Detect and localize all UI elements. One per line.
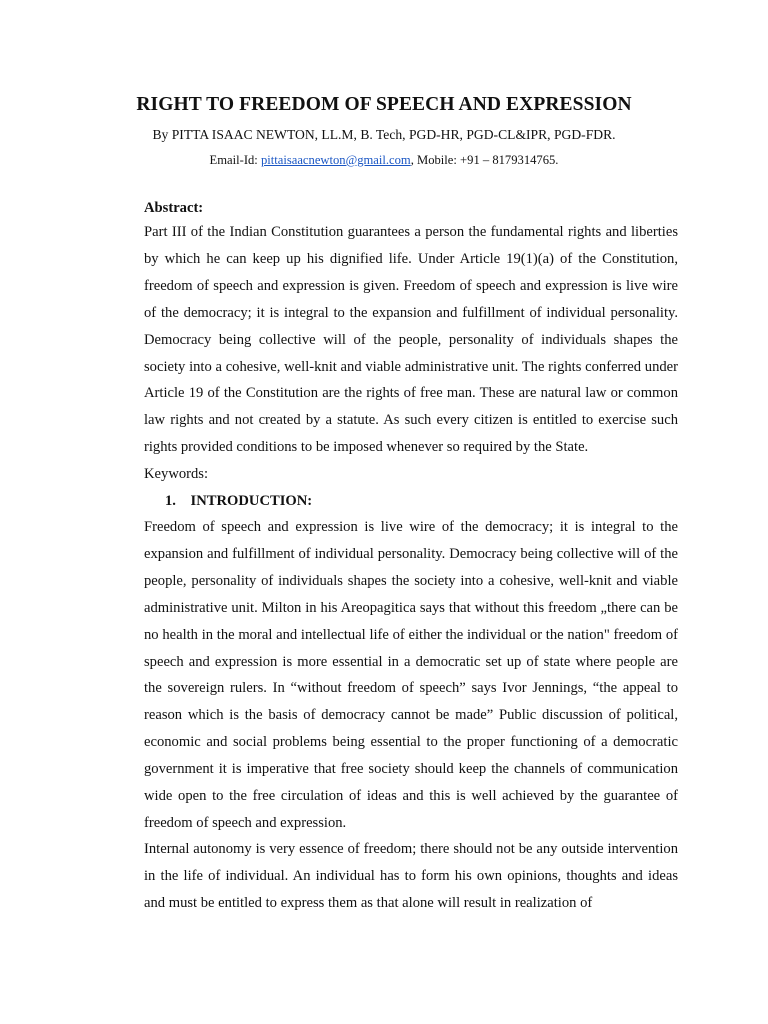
document-title: RIGHT TO FREEDOM OF SPEECH AND EXPRESSION xyxy=(136,94,632,115)
autonomy-paragraph: Internal autonomy is very essence of freedom; there should not be any outside intervention in the life of individual. An individual has to form his own opinions, thoughts and ideas and must be entitled to express them as that alone will result in realization of xyxy=(144,841,678,911)
introduction-heading: 1. INTRODUCTION: xyxy=(165,493,313,509)
author-byline: By PITTA ISAAC NEWTON, LL.M, B. Tech, PGD-HR, PGD-CL&IPR, PGD-FDR. xyxy=(152,127,616,142)
email-label: Email-Id: xyxy=(209,153,261,167)
email-link[interactable]: pittaisaacnewton@gmail.com xyxy=(260,153,411,167)
abstract-heading: Abstract: xyxy=(144,200,204,216)
keywords-label: Keywords: xyxy=(144,466,209,482)
mobile-number: , Mobile: +91 – 8179314765. xyxy=(410,153,559,167)
author-contact xyxy=(0,150,768,170)
introduction-paragraph: Freedom of speech and expression is live wire of the democracy; it is integral to the expansion and fulfillment of individual personality. Democracy being collective will of the people, personality of individuals shapes the society into a cohesive, well-knit and viable administrative unit. Milton in his Areopagitica says that without this freedom „there can be no health in the moral and intellectual life of either the individual or the nation" freedom of speech and expression is more essential in a democratic set up of state where people are the sovereign rulers. In “without freedom of speech” says Ivor Jennings, “the appeal to reason which is the basis of democracy cannot be made” Public discussion of political, economic and social problems being essential to the proper functioning of a democratic government it is imperative that free society should keep the channels of communication wide open to the free circulation of ideas and this is well achieved by the guarantee of freedom of speech and expression. xyxy=(144,519,678,831)
abstract-paragraph: Part III of the Indian Constitution guarantees a person the fundamental rights and liberties by which he can keep up his dignified life. Under Article 19(1)(a) of the Constitution, freedom of speech and expression is given. Freedom of speech and expression is live wire of the democracy; it is integral to the expansion and fulfillment of individual personality. Democracy being collective will of the people, personality of individuals shapes the society into a cohesive, well-knit and viable administrative unit. The rights conferred under Article 19 of the Constitution are the rights of free man. These are natural law or common law rights and not created by a statute. As such every citizen is entitled to exercise such rights provided conditions to be imposed whenever so required by the State. xyxy=(144,224,678,456)
